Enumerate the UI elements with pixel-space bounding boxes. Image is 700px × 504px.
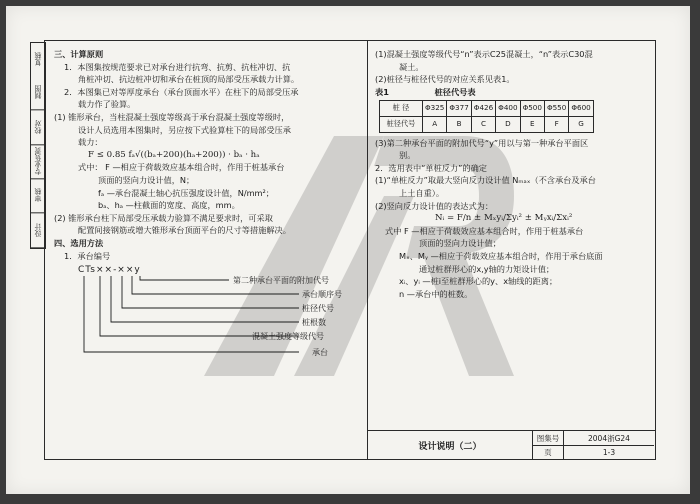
formula-pile-reaction: Nᵢ = F/n ± Mₓyᵢ/Σyᵢ² ± Mᵧxᵢ/Σxᵢ² <box>435 213 573 224</box>
strip-cell: 专业负责 <box>31 145 45 179</box>
right-5b: 上土自重）。 <box>399 187 445 198</box>
sheet-title: 设计说明（二） <box>368 431 533 459</box>
strip-cell: 设计 <box>31 214 45 248</box>
cap-code: CTs××-××y <box>78 265 141 276</box>
strip-cell: 校对 <box>31 111 45 145</box>
right-3b: 别。 <box>399 150 416 161</box>
atlas-label: 图集号 <box>533 431 564 446</box>
right-4: 2．选用表中“单桩反力”的确定 <box>375 162 487 173</box>
table-cell: C <box>471 116 495 132</box>
table-title: 桩径代号表 <box>434 86 476 97</box>
right-3a: (3)第二种承台平面的附加代号“y”用以与第一种承台平面区 <box>375 137 589 148</box>
right-2: (2)桩径与桩径代号的对应关系见表1。 <box>375 74 515 85</box>
para-4b: 配置间接钢筋或增大锥形承台顶面平台的尺寸等措施解决。 <box>78 225 291 236</box>
where-2: 顶面的竖向力设计值，N； <box>98 174 195 185</box>
right-1a: (1)混凝土强度等级代号“n”表示C25混凝土，“n”表示C30混 <box>375 49 593 59</box>
column-divider <box>367 40 368 459</box>
subsection-1: 1．承台编号 <box>64 250 111 261</box>
atlas-number: 2004浙G24 <box>564 431 654 446</box>
table-cell: Φ426 <box>471 101 495 117</box>
table-cell: E <box>520 116 544 132</box>
table-cell: G <box>569 116 593 132</box>
right-8b: 通过桩群形心的x,y轴的力矩设计值； <box>419 263 555 274</box>
right-column <box>375 48 647 300</box>
right-7b: 顶面的竖向力设计值； <box>419 238 501 249</box>
code-label: 混凝土强度等级代号 <box>252 332 324 342</box>
code-label: 承台顺序号 <box>302 290 342 300</box>
page-number: 1-3 <box>602 447 616 457</box>
table-cell: Φ325 <box>423 101 447 117</box>
table-cell: Φ600 <box>569 101 593 117</box>
table-cell: 桩 径 <box>380 101 423 117</box>
left-column <box>54 48 360 382</box>
right-6: (2)竖向反力设计值的表达式为： <box>375 200 494 211</box>
where-1: 式中： F —相应于荷载效应基本组合时，作用于桩基承台 <box>78 162 285 173</box>
table-cell: Φ377 <box>447 101 471 117</box>
right-5a: (1)“单桩反力”取最大竖向反力设计值 Nₘₐₓ（不含承台及承台 <box>375 175 596 186</box>
right-8a: Mₓ、Mᵧ —相应于荷载效应基本组合时，作用于承台底面 <box>399 250 603 261</box>
code-diagram <box>54 264 360 382</box>
table-cell: A <box>423 116 447 132</box>
table-cell: B <box>447 116 471 132</box>
para-3a: (1) 锥形承台，当柱混凝土强度等级高于承台混凝土强度等级时， <box>54 111 290 122</box>
right-1b: 凝土。 <box>399 61 424 72</box>
code-label: 桩径代号 <box>302 304 334 314</box>
para-1a: 1．本图集按规范要求已对承台进行抗弯、抗剪、抗柱冲切、抗 <box>64 61 291 72</box>
right-10: n —承台中的桩数。 <box>399 288 473 299</box>
table-row <box>380 116 594 132</box>
table-cell: 桩径代号 <box>380 116 423 132</box>
strip-cell: 制图 <box>31 76 45 110</box>
page-label: 页 <box>533 445 564 459</box>
title-block <box>368 430 655 459</box>
table-cell: Φ400 <box>496 101 520 117</box>
table-caption: 表1 <box>375 86 389 97</box>
where-3: fₐ —承台混凝土轴心抗压强度设计值，N/mm²； <box>98 187 274 198</box>
formula-local-compression: F ≤ 0.85 fₐ√((bₐ+200)(hₐ+200)) · bₐ · hₐ <box>88 149 260 160</box>
section-4-title: 四、选用方法 <box>54 237 104 248</box>
strip-cell: 复核 <box>34 52 42 67</box>
table-cell: F <box>544 116 568 132</box>
right-9: xᵢ、yᵢ —桩i至桩群形心的y、x轴线的距离； <box>399 276 558 287</box>
para-3c: 载力： <box>78 137 103 148</box>
para-2b: 载力作了验算。 <box>78 99 136 110</box>
table-heading <box>375 86 647 99</box>
where-4: bₐ、hₐ —柱截面的宽度、高度，mm。 <box>98 200 240 211</box>
code-label: 承台 <box>312 348 328 358</box>
para-3b: 设计人员选用本图集时，另应按下式验算柱下的局部受压承 <box>78 124 291 135</box>
strip-cell: 审核 <box>31 179 45 213</box>
table-cell: Φ500 <box>520 101 544 117</box>
table-row <box>380 101 594 117</box>
para-1b: 角桩冲切、抗边桩冲切和承台在桩顶的局部受压承载力计算。 <box>78 74 300 85</box>
pile-diameter-table <box>379 100 594 132</box>
table-cell: D <box>496 116 520 132</box>
drawing-sheet <box>6 6 690 494</box>
code-label: 第二种承台平面的附加代号 <box>233 276 329 286</box>
right-7a: 式中 F —相应于荷载效应基本组合时，作用于桩基承台 <box>385 225 584 236</box>
table-cell: Φ550 <box>544 101 568 117</box>
para-4a: (2) 锥形承台柱下局部受压承载力验算不满足要求时，可采取 <box>54 212 273 223</box>
section-3-title: 三、计算原则 <box>54 49 104 59</box>
para-2a: 2．本图集已对等厚度承台（承台顶面水平）在柱下的局部受压承 <box>64 86 299 97</box>
code-label: 桩根数 <box>302 318 326 328</box>
